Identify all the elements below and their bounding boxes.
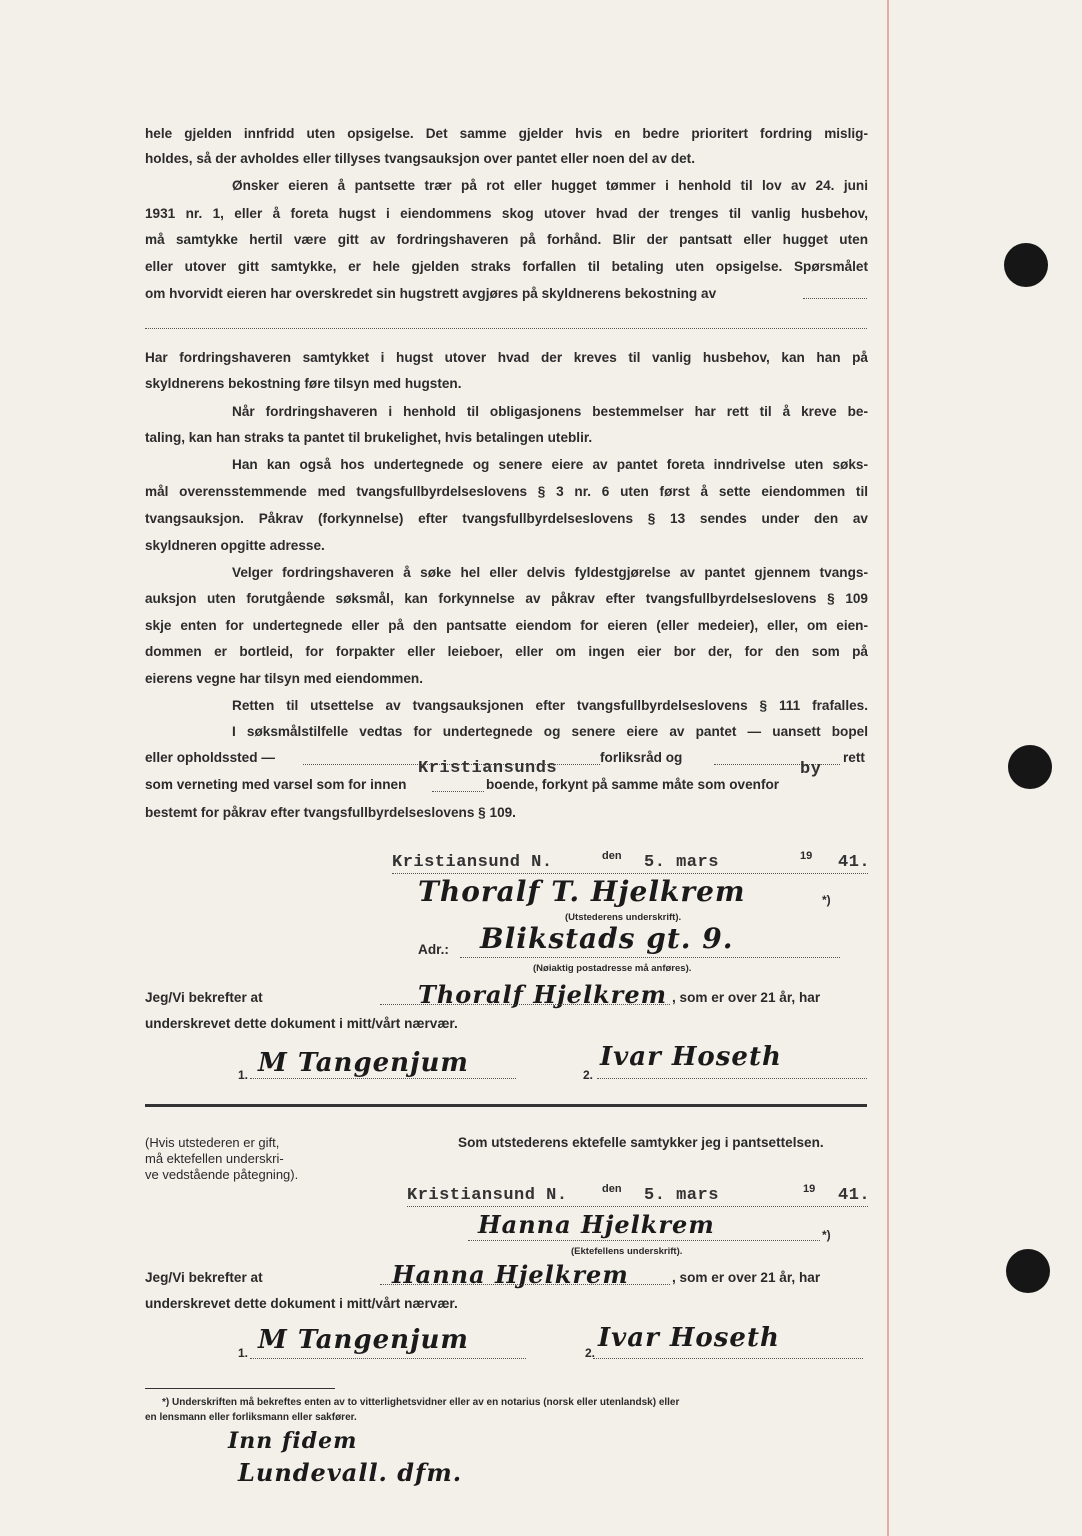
body-line: eierens vegne har tilsyn med eiendommen. <box>145 671 424 686</box>
spouse-footnote-mark: *) <box>822 1228 831 1242</box>
venue-text: eller opholdssted — <box>145 750 275 765</box>
venue-text: boende, forkynt på samme måte som ovenfor <box>486 777 780 792</box>
footnote-line: *) Underskriften må bekreftes enten av to vitterlighetsvidner eller av en notarius (norsk eller utenlandsk) eller <box>162 1397 680 1408</box>
spouse-den-label: den <box>602 1183 622 1195</box>
sig1-place: Kristiansund N. <box>392 853 553 872</box>
blank-line <box>593 1358 863 1359</box>
sig1-witness1: M Tangenjum <box>258 1048 469 1078</box>
spouse-signature: Hanna Hjelkrem <box>478 1210 715 1239</box>
blank-line <box>392 873 868 874</box>
blank-line <box>468 1240 820 1241</box>
sig1-w1-num: 1. <box>238 1068 249 1082</box>
spouse-note-line: må ektefellen underskri- <box>145 1151 284 1166</box>
sig1-w2-num: 2. <box>583 1068 594 1082</box>
sig1-year-prefix: 19 <box>800 850 813 862</box>
sig1-witness-line2: underskrevet dette dokument i mitt/vårt nærvær. <box>145 1016 458 1031</box>
sig1-witness-name: Thoralf Hjelkrem <box>418 980 667 1009</box>
body-line: skyldneren opgitte adresse. <box>145 538 325 553</box>
spouse-witness-prefix: Jeg/Vi bekrefter at <box>145 1270 263 1285</box>
blank-line <box>460 957 840 958</box>
blank-line <box>380 1284 670 1285</box>
spouse-consent: Som utstederens ektefelle samtykker jeg i pantsettelsen. <box>458 1135 824 1150</box>
sig1-year: 41. <box>838 853 871 872</box>
blank-line <box>597 1078 867 1079</box>
body-line: 1931 nr. 1, eller å foreta hugst i eiendommens skog utover hvad der trenges til vanlig husbehov, <box>145 206 868 221</box>
spouse-witness-name: Hanna Hjelkrem <box>392 1260 629 1289</box>
sig1-adr-label: Adr.: <box>418 942 449 957</box>
section-divider <box>145 1104 867 1107</box>
spouse-witness1: M Tangenjum <box>258 1325 469 1355</box>
margin-note-line: Lundevall. dfm. <box>238 1458 463 1487</box>
body-line: om hvorvidt eieren har overskredet sin hugstrett avgjøres på skyldnerens bekostning av <box>145 286 717 301</box>
body-line: tvangsauksjon. Påkrav (forkynnelse) efter tvangsfullbyrdelseslovens § 13 sendes under den av <box>145 511 868 526</box>
body-line: skyldnerens bekostning føre tilsyn med hugsten. <box>145 376 462 391</box>
blank-line <box>145 328 867 329</box>
spouse-place: Kristiansund N. <box>407 1186 568 1205</box>
spouse-w2-num: 2. <box>585 1346 596 1360</box>
body-line: eller utover gitt samtykke, er hele gjelden straks forfallen til betaling uten opsigelse. Spørsmålet <box>145 259 868 274</box>
sig1-witness2: Ivar Hoseth <box>600 1042 782 1072</box>
sig1-den-label: den <box>602 850 622 862</box>
typed-by: by <box>800 760 822 779</box>
body-line: Har fordringshaveren samtykket i hugst utover hvad der kreves til vanlig husbehov, kan han på <box>145 350 868 365</box>
body-line: hele gjelden innfridd uten opsigelse. Det samme gjelder hvis en bedre prioritert fordring mislig- <box>145 126 868 141</box>
margin-note-line: Inn fidem <box>228 1428 358 1454</box>
spouse-witness-suffix: , som er over 21 år, har <box>672 1270 821 1285</box>
body-line: bestemt for påkrav efter tvangsfullbyrdelseslovens § 109. <box>145 805 516 820</box>
spouse-witness2: Ivar Hoseth <box>598 1323 780 1353</box>
blank-line <box>380 1004 670 1005</box>
spouse-note-line: (Hvis utstederen er gift, <box>145 1135 280 1150</box>
spouse-year: 41. <box>838 1186 871 1205</box>
blank-line <box>803 298 867 299</box>
sig1-date: 5. mars <box>644 853 719 872</box>
blank-line <box>432 791 484 792</box>
body-line: Retten til utsettelse av tvangsauksjonen efter tvangsfullbyrdelseslovens § 111 frafalles. <box>232 698 868 713</box>
body-line: taling, kan han straks ta pantet til brukelighet, hvis betalingen uteblir. <box>145 430 593 445</box>
spouse-note-line: ve vedstående påtegning). <box>145 1167 299 1182</box>
blank-line <box>407 1206 868 1207</box>
margin-rule <box>887 0 889 1536</box>
typed-city: Kristiansunds <box>418 759 558 778</box>
body-line: auksjon uten forutgående søksmål, kan forkynnelse av påkrav efter tvangsfullbyrdelseslovens § 109 <box>145 591 868 606</box>
sig1-address: Blikstads gt. 9. <box>480 922 734 955</box>
body-line: må samtykke hertil være gitt av fordringshaveren på forhånd. Blir der pantsatt eller hugget uten <box>145 232 868 247</box>
venue-text: som verneting med varsel som for innen <box>145 777 407 792</box>
body-line: Han kan også hos undertegnede og senere eiere av pantet foreta inndrivelse uten søks- <box>232 457 868 472</box>
sig1-adr-caption: (Nøiaktig postadresse må anføres). <box>533 963 692 974</box>
spouse-year-prefix: 19 <box>803 1183 816 1195</box>
sig1-signature: Thoralf T. Hjelkrem <box>418 875 746 908</box>
venue-text: forliksråd og <box>600 750 683 765</box>
spouse-date: 5. mars <box>644 1186 719 1205</box>
body-line: Velger fordringshaveren å søke hel eller delvis fyldestgjørelse av pantet gjennem tvangs- <box>232 565 868 580</box>
sig1-witness-suffix: , som er over 21 år, har <box>672 990 821 1005</box>
body-line: mål overensstemmende med tvangsfullbyrdelseslovens § 3 nr. 6 uten først å sette eiendommen til <box>145 484 868 499</box>
footnote-divider <box>145 1388 335 1389</box>
sig1-footnote-mark: *) <box>822 893 831 907</box>
punch-hole-icon <box>1006 1249 1050 1293</box>
body-line: holdes, så der avholdes eller tillyses tvangsauksjon over pantet eller noen del av det. <box>145 151 695 166</box>
body-line: skje enten for undertegnede eller på den pantsatte eiendom for eieren (eller medeier), eller, om eien- <box>145 618 868 633</box>
body-line: dommen er bortleid, for forpakter eller leieboer, eller om ingen eier bor der, for den som på <box>145 644 868 659</box>
body-line: Når fordringshaveren i henhold til obligasjonens bestemmelser har rett til å kreve be- <box>232 404 868 419</box>
sig1-witness-prefix: Jeg/Vi bekrefter at <box>145 990 263 1005</box>
punch-hole-icon <box>1004 243 1048 287</box>
spouse-w1-num: 1. <box>238 1346 249 1360</box>
venue-text: rett <box>843 750 865 765</box>
footnote-line: en lensmann eller forliksmann eller sakfører. <box>145 1412 357 1423</box>
punch-hole-icon <box>1008 745 1052 789</box>
spouse-caption: (Ektefellens underskrift). <box>571 1246 683 1257</box>
body-line: I søksmålstilfelle vedtas for undertegnede og senere eiere av pantet — uansett bopel <box>232 724 868 739</box>
blank-line <box>250 1078 516 1079</box>
body-line: Ønsker eieren å pantsette trær på rot eller hugget tømmer i henhold til lov av 24. juni <box>232 178 868 193</box>
blank-line <box>250 1358 526 1359</box>
spouse-witness-line2: underskrevet dette dokument i mitt/vårt nærvær. <box>145 1296 458 1311</box>
sig1-caption: (Utstederens underskrift). <box>565 912 682 923</box>
